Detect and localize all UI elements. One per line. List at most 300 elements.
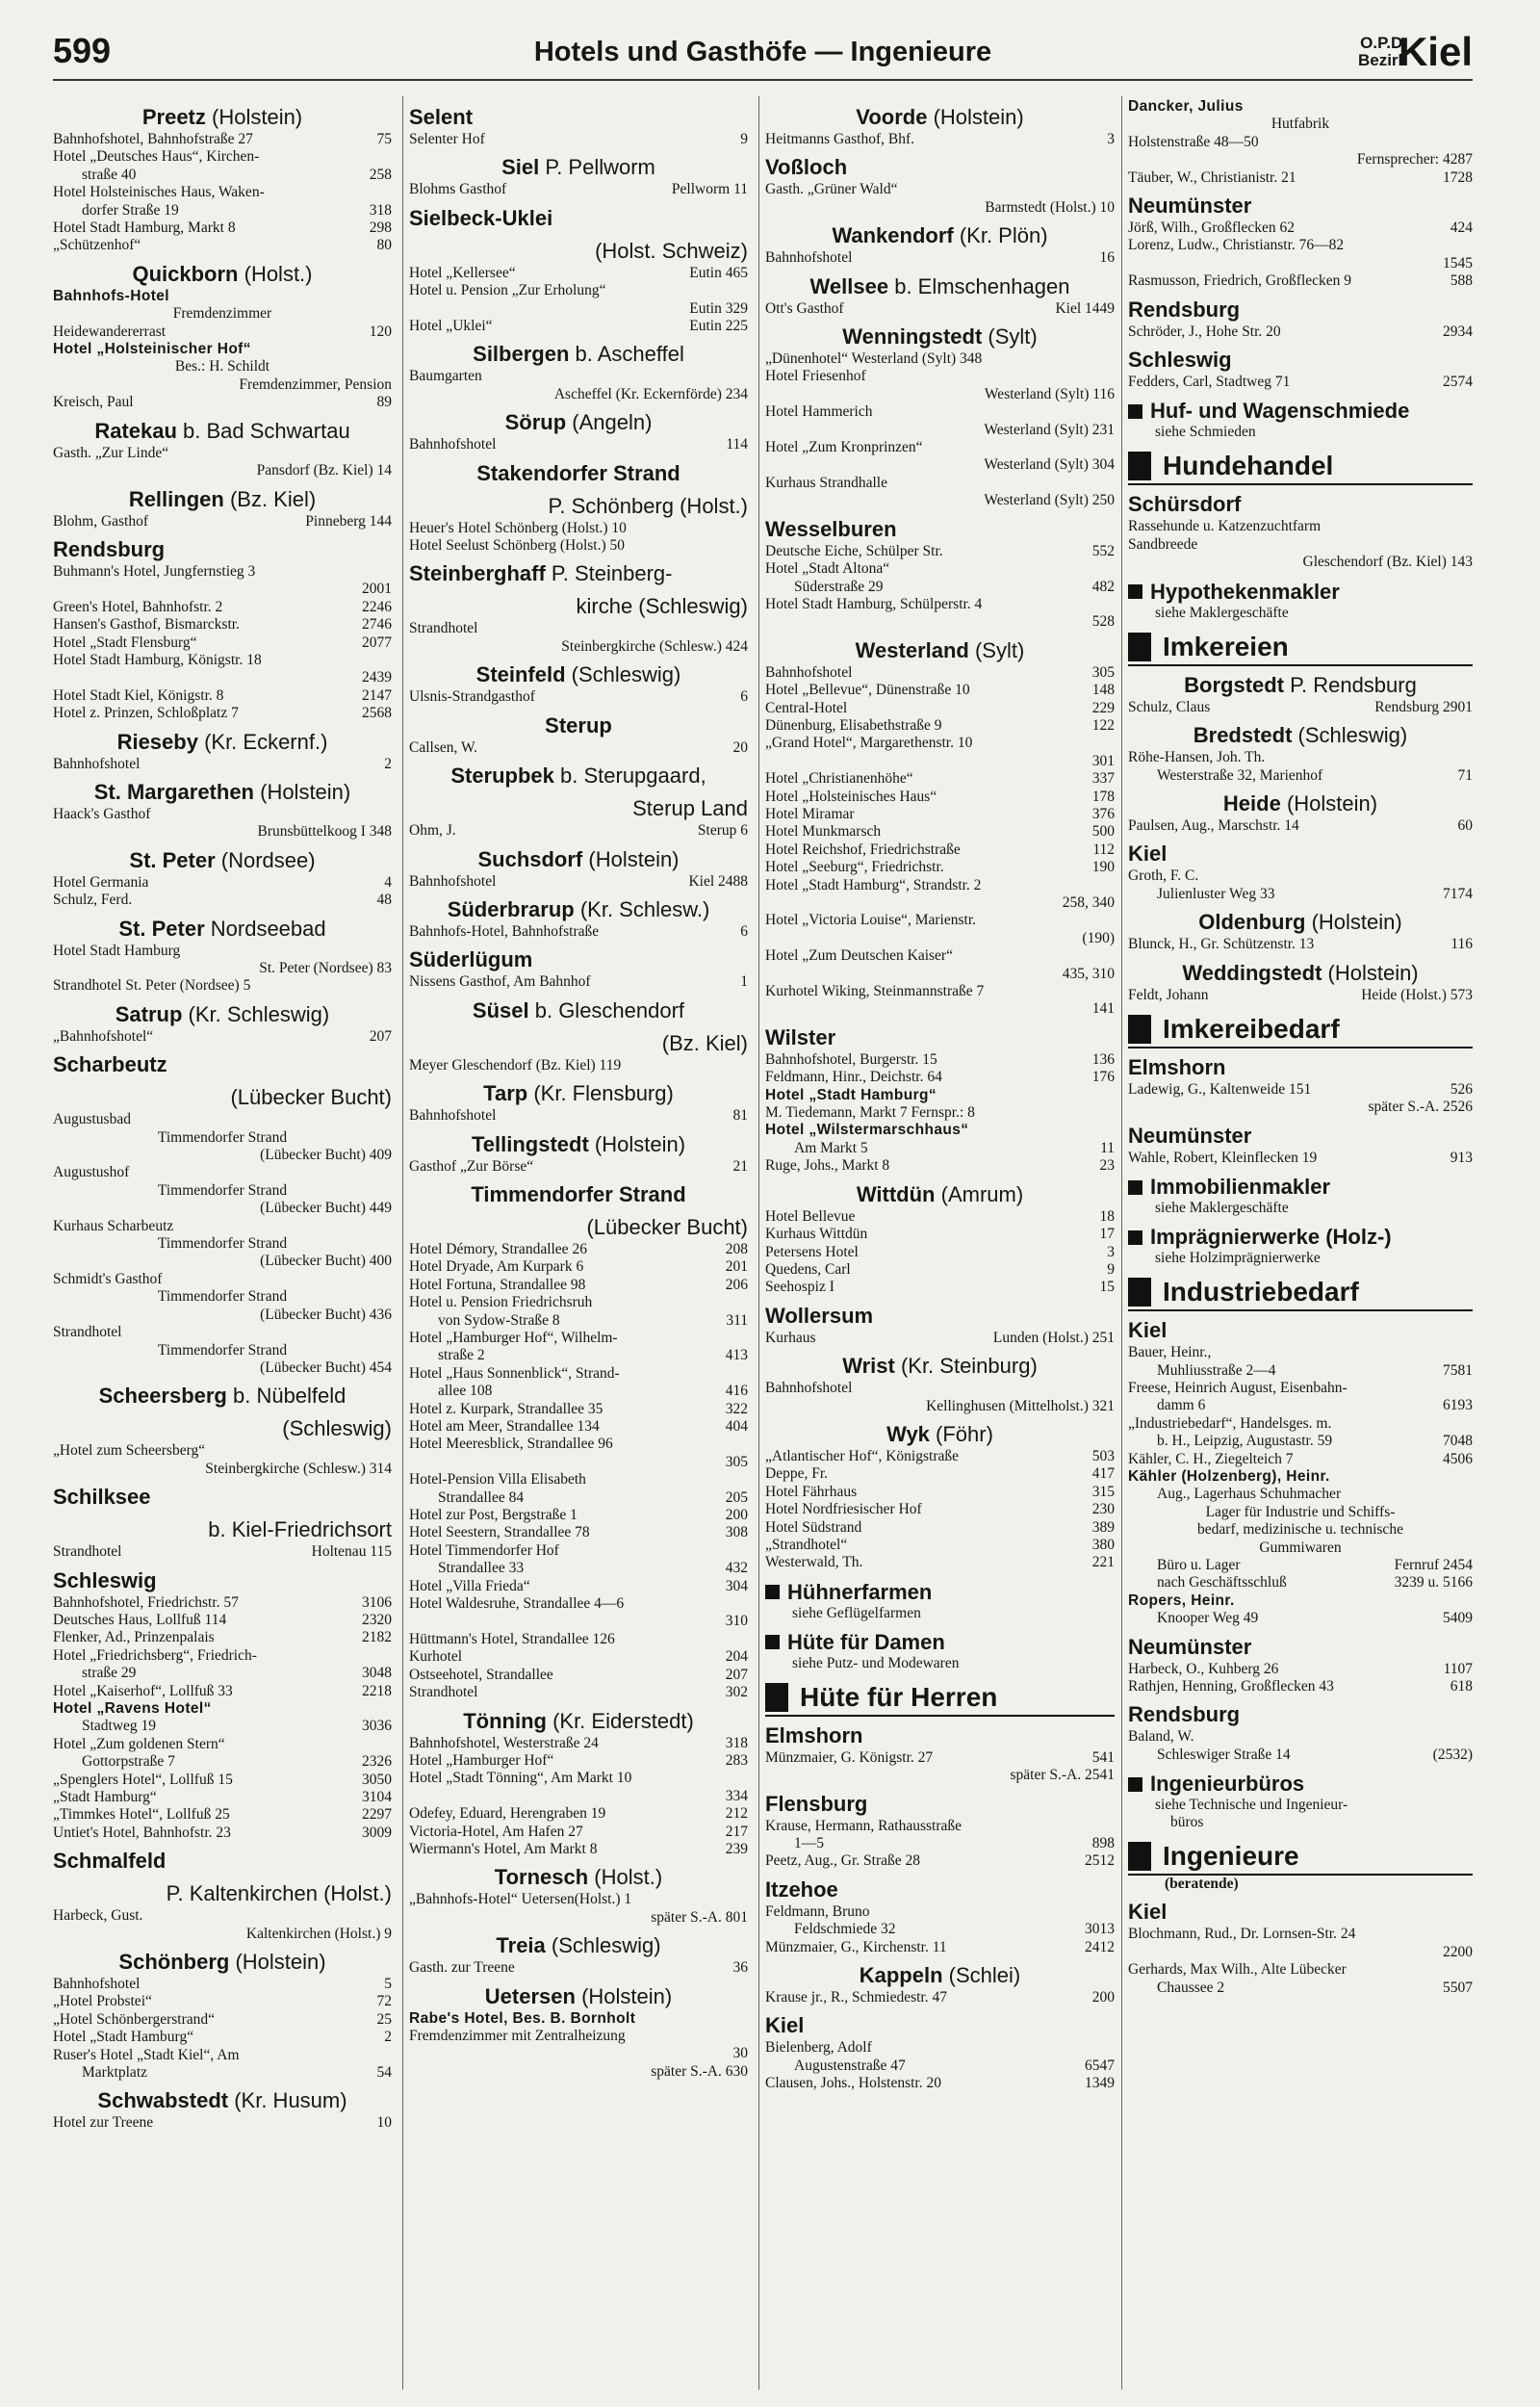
section-title — [1128, 1012, 1473, 1048]
directory-entry — [1128, 255, 1473, 272]
directory-entry — [765, 1157, 1115, 1175]
directory-entry: (Lübecker Bucht) 436 — [260, 1306, 392, 1323]
entry-name: Westerwald, Th. — [765, 1554, 863, 1571]
directory-entry — [53, 1907, 392, 1925]
entry-phone: 5409 — [1443, 1610, 1473, 1627]
place-qualifier: P. Rendsburg — [1284, 672, 1417, 697]
place-name: Westerland — [855, 637, 969, 662]
section-reference: büros — [1170, 1814, 1204, 1831]
entry-name: Hotel „Christianenhöhe“ — [765, 770, 913, 788]
entry-name: Haack's Gasthof — [53, 805, 151, 822]
entry-name: Gottorpstraße 7 — [82, 1753, 175, 1771]
entry-name: Ostseehotel, Strandallee — [409, 1666, 553, 1683]
directory-entry — [409, 1959, 748, 1977]
directory-entry — [765, 1519, 1115, 1537]
directory-entry — [53, 220, 392, 237]
section-title — [1128, 580, 1473, 605]
entry-name: Hotel Seelust Schönberg (Holst.) 50 — [409, 537, 626, 555]
place-name: Heide — [1222, 790, 1281, 815]
directory-entry: Westerland (Sylt) 116 — [984, 385, 1115, 402]
directory-entry: Bes.: H. Schildt — [174, 358, 270, 375]
directory-entry — [765, 806, 1115, 823]
section-title — [1128, 449, 1473, 485]
directory-entry — [409, 1312, 748, 1330]
directory-entry — [53, 1753, 392, 1771]
entry-name: Hotel Holsteinisches Haus, Waken- — [53, 184, 265, 201]
directory-entry — [765, 717, 1115, 735]
place-name: Weddingstedt — [1182, 960, 1322, 985]
section-heading — [1128, 1012, 1473, 1048]
entry-name: Hotel Timmendorfer Hof — [409, 1541, 559, 1559]
directory-entry — [409, 1347, 748, 1364]
section-heading — [1128, 1275, 1473, 1311]
entry-phone: 205 — [725, 1488, 748, 1506]
place-name: Rendsburg — [1128, 1702, 1241, 1727]
entry-name: Münzmaier, G. Königstr. 27 — [765, 1748, 934, 1766]
directory-entry: später S.-A. 2526 — [1368, 1099, 1473, 1116]
directory-entry — [53, 1028, 392, 1046]
entry-name: Heitmanns Gasthof, Bhf. — [765, 131, 914, 147]
directory-entry — [53, 1683, 392, 1700]
entry-name: Schulz, Claus — [1128, 698, 1211, 715]
directory-entry — [409, 318, 748, 335]
directory-entry — [409, 1613, 748, 1630]
entry-name: Hotel Stadt Hamburg — [53, 942, 181, 959]
entry-name: Bahnhofshotel, Bahnhofstraße 27 — [53, 131, 253, 147]
place-heading — [409, 712, 748, 739]
entry-phone: 503 — [1091, 1447, 1115, 1464]
entry-phone: 500 — [1091, 823, 1115, 841]
entry-name: Ruser's Hotel „Stadt Kiel“, Am — [53, 2046, 240, 2063]
entry-name: Bahnhofshotel, Friedrichstr. 57 — [53, 1593, 239, 1611]
directory-entry — [409, 2028, 748, 2045]
section-title-text: Immobilienmakler — [1150, 1175, 1331, 1200]
entry-name: Aug., Lagerhaus Schuhmacher — [1157, 1486, 1342, 1503]
place-name: Sterup — [545, 712, 612, 738]
place-qualifier: (Holstein) — [229, 1950, 326, 1975]
directory-entry: Fremdenzimmer, Pension — [239, 375, 392, 393]
entry-name: Bahnhofs-Hotel — [53, 287, 169, 304]
place-name: Süsel — [472, 997, 529, 1022]
directory-entry — [409, 973, 748, 991]
directory-entry — [53, 1442, 392, 1460]
entry-name: Stadtweg 19 — [82, 1718, 157, 1735]
entry-name: Green's Hotel, Bahnhofstr. 2 — [53, 598, 223, 615]
entry-name: Kurhaus Scharbeutz — [53, 1217, 174, 1234]
entry-name: Strandhotel — [409, 620, 478, 637]
directory-entry — [53, 2114, 392, 2132]
entry-phone: 2297 — [362, 1806, 392, 1824]
place-name: Sielbeck-Uklei — [409, 205, 553, 230]
section-reference: siehe Geflügelfarmen — [792, 1604, 921, 1621]
place-qualifier: (Amrum) — [935, 1181, 1024, 1206]
entry-name: Kurhaus Strandhalle — [765, 474, 887, 491]
directory-entry: Brunsbüttelkoog I 348 — [257, 823, 392, 841]
section-square-icon — [765, 1585, 780, 1599]
place-heading — [409, 1707, 748, 1735]
entry-name: Hotel Miramar — [765, 805, 855, 822]
directory-entry — [53, 513, 392, 531]
entry-name: Jörß, Wilh., Großflecken 62 — [1128, 220, 1295, 237]
directory-entry — [765, 2075, 1115, 2092]
place-qualifier: (Holstein) — [254, 779, 351, 804]
directory-entry — [53, 1825, 392, 1842]
entry-phone: 81 — [732, 1107, 748, 1125]
directory-entry — [409, 1294, 748, 1311]
place-name: Schmalfeld — [53, 1849, 167, 1874]
place-qualifier: (Holstein) — [1280, 790, 1378, 815]
entry-phone: 376 — [1091, 805, 1115, 822]
directory-entry — [765, 579, 1115, 596]
column-divider — [758, 96, 759, 2390]
directory-entry — [765, 877, 1115, 894]
entry-name: Julienluster Weg 33 — [1157, 885, 1275, 902]
directory-entry: Westerland (Sylt) 231 — [984, 421, 1115, 438]
directory-entry — [1128, 1980, 1473, 1997]
entry-name: Hotel Stadt Kiel, Königstr. 8 — [53, 686, 224, 704]
entry-phone: 2246 — [362, 598, 392, 615]
entry-phone: 528 — [1091, 613, 1115, 631]
entry-phone: 5507 — [1443, 1979, 1473, 1996]
place-name: Neumünster — [1128, 1634, 1252, 1659]
place-name: Silbergen — [473, 342, 570, 367]
directory-entry — [409, 1788, 748, 1805]
place-heading — [409, 408, 748, 436]
directory-entry — [409, 1824, 748, 1841]
entry-name: Ott's Gasthof — [765, 299, 844, 317]
section-title — [765, 1630, 1115, 1655]
directory-entry — [53, 1718, 392, 1735]
directory-entry — [53, 705, 392, 722]
entry-name: Meyer Gleschendorf (Bz. Kiel) 119 — [409, 1056, 622, 1074]
entry-name: Krause jr., R., Schmiedestr. 47 — [765, 1989, 947, 2006]
entry-name: Strandhotel — [409, 1684, 478, 1701]
directory-entry — [53, 148, 392, 166]
entry-phone: 221 — [1091, 1554, 1115, 1571]
directory-entry: Gummiwaren — [1259, 1539, 1342, 1556]
place-name: Bredstedt — [1193, 723, 1293, 748]
entry-phone: 4 — [384, 873, 392, 891]
directory-entry — [409, 1330, 748, 1347]
entry-phone: 432 — [725, 1560, 748, 1577]
entry-name: Gasthof „Zur Börse“ — [409, 1157, 534, 1175]
section-title — [765, 1680, 1115, 1717]
entry-name: Untiet's Hotel, Bahnhofstr. 23 — [53, 1824, 231, 1841]
place-heading — [1128, 671, 1473, 699]
directory-entry — [409, 1418, 748, 1436]
place-name: St. Peter — [129, 847, 216, 872]
entry-phone: 304 — [725, 1577, 748, 1594]
directory-entry — [409, 1471, 748, 1488]
entry-phone: Pellworm 11 — [671, 181, 748, 198]
place-heading — [53, 103, 392, 131]
directory-entry: Timmendorfer Strand — [157, 1235, 288, 1253]
directory-entry: 435, 310 — [1062, 965, 1115, 982]
entry-phone: 3013 — [1085, 1921, 1115, 1938]
directory-entry — [765, 753, 1115, 770]
entry-phone: 3 — [1107, 131, 1115, 147]
directory-entry — [765, 1279, 1115, 1296]
entry-name: Deutsches Haus, Lollfuß 114 — [53, 1611, 227, 1628]
place-heading — [765, 1023, 1115, 1051]
place-qualifier: (Holstein) — [927, 105, 1024, 129]
directory-entry — [53, 2011, 392, 2029]
entry-name: Bauer, Heinr., — [1128, 1344, 1212, 1361]
place-heading — [409, 660, 748, 688]
entry-phone: 176 — [1091, 1069, 1115, 1086]
entry-phone: 36 — [732, 1959, 748, 1977]
directory-entry — [765, 770, 1115, 788]
place-name: Wellsee — [809, 273, 889, 298]
directory-entry — [765, 859, 1115, 876]
entry-phone: (2532) — [1432, 1746, 1473, 1763]
entry-phone: 2218 — [362, 1682, 392, 1699]
directory-entry — [53, 202, 392, 220]
directory-entry — [765, 403, 1115, 421]
entry-name: Strandallee 84 — [438, 1488, 525, 1506]
directory-entry — [1128, 699, 1473, 716]
place-qualifier: (Holstein) — [575, 1983, 673, 2008]
directory-entry — [53, 131, 392, 148]
section-title — [1128, 1225, 1473, 1250]
entry-phone: 2 — [384, 755, 392, 772]
place-heading — [53, 260, 392, 288]
entry-name: „Spenglers Hotel“, Lollfuß 15 — [53, 1771, 233, 1788]
section-heading — [1128, 580, 1473, 622]
entry-name: nach Geschäftsschluß — [1157, 1574, 1287, 1592]
entry-phone: Holtenau 115 — [311, 1543, 392, 1561]
entry-phone: 3009 — [362, 1824, 392, 1841]
place-heading — [53, 1483, 392, 1511]
place-heading: b. Kiel-Friedrichsort — [208, 1517, 392, 1542]
directory-entry — [53, 324, 392, 341]
directory-entry — [765, 181, 1115, 198]
directory-entry — [1128, 374, 1473, 391]
directory-entry — [765, 983, 1115, 1000]
entry-phone: 89 — [376, 394, 392, 411]
entry-phone: 2746 — [362, 616, 392, 634]
directory-entry — [1128, 169, 1473, 187]
entry-phone: 80 — [376, 237, 392, 254]
entry-name: „Stadt Hamburg“ — [53, 1789, 157, 1805]
place-heading — [409, 1079, 748, 1107]
entry-name: Dünenburg, Elisabethstraße 9 — [765, 716, 942, 734]
entry-phone: 482 — [1091, 578, 1115, 595]
directory-entry — [765, 2039, 1115, 2057]
entry-phone: 200 — [1091, 1989, 1115, 2006]
directory-entry — [53, 288, 392, 305]
section-heading — [1128, 630, 1473, 666]
place-heading — [765, 323, 1115, 350]
directory-entry — [53, 1772, 392, 1789]
entry-name: Hotel „Friedrichsberg“, Friedrich- — [53, 1646, 257, 1664]
place-qualifier: (Holstein) — [205, 105, 303, 129]
entry-name: Bahnhofshotel, Westerstraße 24 — [409, 1734, 599, 1751]
section-title-text: Hundehandel — [1163, 451, 1334, 481]
place-heading — [1128, 1898, 1473, 1926]
section-heading — [1128, 1225, 1473, 1267]
entry-phone: 305 — [1091, 663, 1115, 681]
entry-phone: 618 — [1450, 1678, 1473, 1695]
section-reference: siehe Maklergeschäfte — [1155, 604, 1289, 621]
directory-entry — [765, 350, 1115, 368]
place-qualifier: Nordseebad — [204, 916, 326, 941]
entry-name: Baland, W. — [1128, 1728, 1194, 1746]
directory-entry — [765, 249, 1115, 267]
place-qualifier: (Kr. Steinburg) — [894, 1354, 1038, 1379]
entry-name: Münzmaier, G., Kirchenstr. 11 — [765, 1938, 947, 1955]
directory-entry: Timmendorfer Strand — [157, 1128, 288, 1146]
directory-entry: später S.-A. 2541 — [1010, 1767, 1115, 1784]
place-heading — [1128, 1122, 1473, 1150]
entry-phone: 1 — [740, 973, 748, 991]
entry-name: Feldmann, Bruno — [765, 1902, 870, 1920]
place-heading: (Bz. Kiel) — [661, 1030, 748, 1055]
place-qualifier: (Holst.) — [588, 1865, 663, 1890]
entry-name: Westerstraße 32, Marienhof — [1157, 766, 1323, 784]
section-title-text: Industriebedarf — [1163, 1277, 1359, 1307]
directory-entry — [53, 756, 392, 773]
place-name: Kiel — [1128, 1318, 1168, 1343]
directory-entry — [53, 634, 392, 652]
entry-phone: 3036 — [362, 1718, 392, 1735]
entry-phone: 298 — [369, 220, 392, 237]
entry-name: Hotel Stadt Hamburg, Königstr. 18 — [53, 651, 262, 668]
section-square-icon — [765, 1635, 780, 1649]
entry-phone: 541 — [1091, 1748, 1115, 1766]
directory-entry: Fremdenzimmer — [172, 305, 272, 323]
place-name: Neumünster — [1128, 1123, 1252, 1148]
entry-name: Freese, Heinrich August, Eisenbahn- — [1128, 1379, 1348, 1396]
directory-entry: Fernsprecher: 4287 — [1356, 151, 1473, 168]
entry-phone: 416 — [725, 1383, 748, 1400]
entry-phone: 913 — [1450, 1149, 1473, 1166]
entry-phone: 17 — [1099, 1226, 1115, 1243]
entry-phone: 201 — [725, 1258, 748, 1276]
place-heading — [409, 340, 748, 368]
column-1 — [53, 98, 392, 2390]
entry-phone: 10 — [376, 2114, 392, 2132]
entry-name: dorfer Straße 19 — [82, 201, 179, 219]
entry-name: Gasth. „Zur Linde“ — [53, 444, 169, 461]
place-heading — [409, 1863, 748, 1891]
place-heading — [409, 103, 748, 131]
place-name: Schleswig — [53, 1567, 157, 1592]
entry-name: Fedders, Carl, Stadtweg 71 — [1128, 374, 1291, 391]
directory-entry — [765, 1330, 1115, 1347]
entry-phone: 122 — [1091, 716, 1115, 734]
entry-name: „Strandhotel“ — [765, 1536, 848, 1553]
directory-entry — [409, 1684, 748, 1701]
entry-name: Hotel „Holsteinischer Hof“ — [53, 341, 251, 358]
section-title-text: Huf- und Wagenschmiede — [1150, 399, 1410, 424]
directory-entry — [409, 1258, 748, 1276]
entry-phone: 48 — [376, 892, 392, 909]
entry-name: Hotel Nordfriesischer Hof — [765, 1501, 922, 1518]
entry-phone: 2934 — [1443, 323, 1473, 340]
directory-entry — [765, 543, 1115, 560]
directory-entry — [1128, 1574, 1473, 1592]
entry-name: Bahnhofshotel — [53, 755, 141, 772]
header-rule — [53, 79, 1473, 81]
entry-name: Hotel Bellevue — [765, 1207, 856, 1225]
place-heading — [409, 1931, 748, 1959]
entry-phone: 7581 — [1443, 1361, 1473, 1379]
entry-name: Hotel „Haus Sonnenblick“, Strand- — [409, 1364, 620, 1382]
entry-name: Hotel „Deutsches Haus“, Kirchen- — [53, 148, 260, 166]
directory-entry — [1128, 518, 1473, 535]
entry-name: Strandhotel — [53, 1543, 122, 1561]
entry-name: Bahnhofshotel — [409, 1107, 497, 1125]
directory-entry — [409, 620, 748, 637]
directory-entry: Kaltenkirchen (Holst.) 9 — [245, 1925, 392, 1942]
section-title — [1128, 399, 1473, 424]
place-qualifier: (Schleswig) — [1292, 723, 1408, 748]
directory-entry — [409, 688, 748, 706]
directory-entry: 141 — [1091, 1000, 1115, 1018]
entry-phone: 2320 — [362, 1611, 392, 1628]
directory-entry — [53, 1612, 392, 1629]
place-name: Wittdün — [856, 1181, 936, 1206]
opd-label: O.P.D. — [1360, 34, 1407, 52]
section-heading — [1128, 1175, 1473, 1217]
place-name: Neumünster — [1128, 194, 1252, 219]
directory-entry: Steinbergkirche (Schlesw.) 314 — [205, 1460, 392, 1477]
entry-phone: 60 — [1457, 816, 1473, 834]
section-heading — [1128, 1772, 1473, 1831]
place-name: Wrist — [842, 1354, 895, 1379]
entry-name: straße 2 — [438, 1347, 485, 1364]
entry-phone: 190 — [1091, 859, 1115, 876]
place-name: St. Margarethen — [93, 779, 254, 804]
entry-name: Hotel Reichshof, Friedrichstraße — [765, 841, 961, 858]
entry-phone: 212 — [725, 1805, 748, 1823]
place-heading — [765, 515, 1115, 543]
entry-name: Kähler (Holzenberg), Heinr. — [1128, 1468, 1330, 1485]
directory-entry — [1128, 867, 1473, 885]
entry-name: „Bahnhofs-Hotel“ Uetersen(Holst.) 1 — [409, 1891, 632, 1908]
directory-entry — [765, 1921, 1115, 1938]
place-heading — [765, 636, 1115, 664]
directory-entry — [409, 1770, 748, 1787]
entry-phone: 2077 — [362, 634, 392, 651]
section-square-icon — [1128, 1777, 1142, 1792]
place-heading — [1128, 1700, 1473, 1728]
directory-entry — [409, 131, 748, 148]
place-heading — [765, 221, 1115, 249]
place-heading — [1128, 490, 1473, 518]
entry-phone: Sterup 6 — [697, 822, 748, 840]
entry-phone: 2568 — [362, 705, 392, 722]
place-heading — [1128, 346, 1473, 374]
place-heading — [53, 846, 392, 874]
directory-entry — [409, 822, 748, 840]
entry-name: Hotel u. Pension Friedrichsruh — [409, 1294, 593, 1311]
directory-entry — [1128, 220, 1473, 237]
entry-name: Büro u. Lager — [1157, 1557, 1241, 1574]
entry-name: Hotel Südstrand — [765, 1518, 862, 1536]
directory-entry — [765, 1208, 1115, 1226]
directory-entry — [765, 912, 1115, 929]
place-name: Kappeln — [859, 1963, 943, 1988]
place-heading — [53, 1000, 392, 1028]
entry-name: Am Markt 5 — [794, 1139, 868, 1156]
entry-name: Kurhotel Wiking, Steinmannstraße 7 — [765, 983, 985, 1000]
column-4 — [1128, 98, 1473, 2390]
entry-phone: 7174 — [1443, 885, 1473, 902]
entry-name: Harbeck, O., Kuhberg 26 — [1128, 1660, 1279, 1677]
entry-name: Hotel zur Post, Bergstraße 1 — [409, 1507, 578, 1524]
